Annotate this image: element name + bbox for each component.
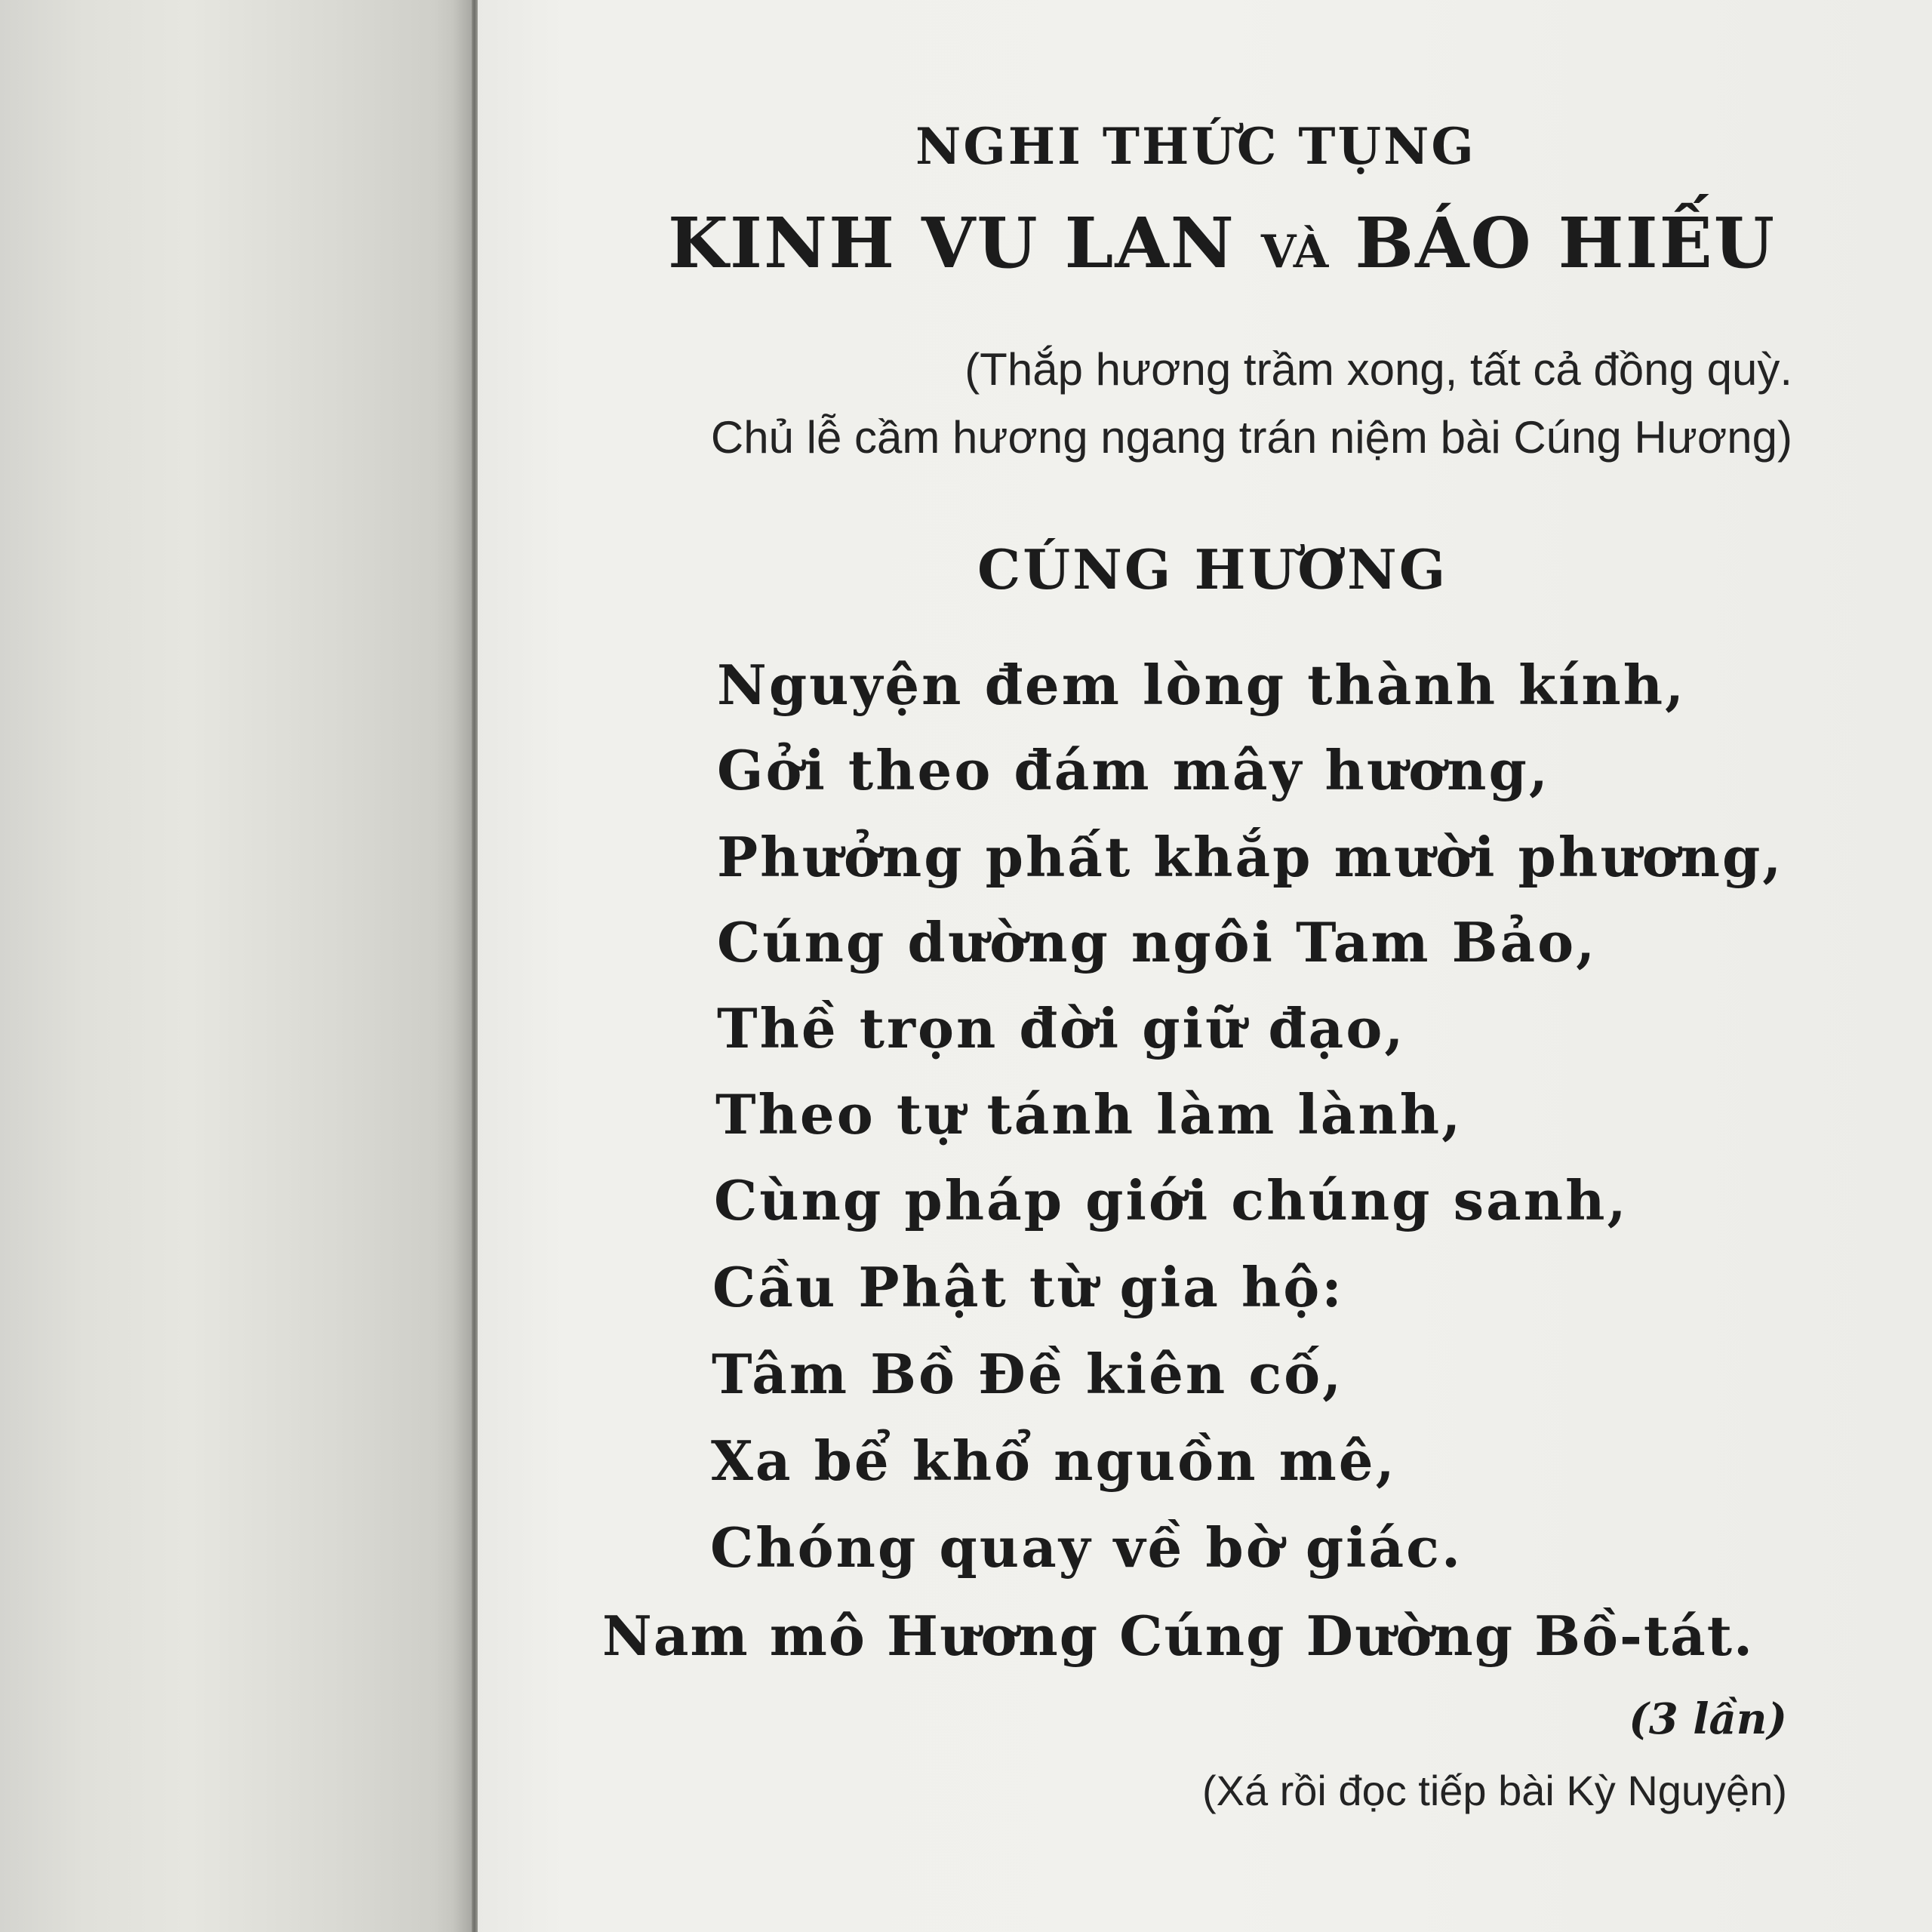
verse-line: Tâm Bồ Đề kiên cố,	[712, 1342, 1344, 1406]
closing-invocation: Nam mô Hương Cúng Dường Bồ-tát.	[602, 1604, 1755, 1668]
instruction-line-1: (Thắp hương trầm xong, tất cả đồng quỳ.	[964, 344, 1792, 395]
left-page	[0, 0, 472, 1932]
verse-line: Gởi theo đám mây hương,	[717, 738, 1550, 802]
title-line-2-part-1: KINH VU LAN	[668, 202, 1261, 284]
title-line-2-part-3: BÁO HIẾU	[1329, 202, 1776, 284]
verse-line: Cùng pháp giới chúng sanh,	[714, 1168, 1629, 1232]
book-gutter	[472, 0, 478, 1932]
title-line-2-conjunction: VÀ	[1260, 226, 1330, 278]
title-line-1: NGHI THỨC TỤNG	[915, 117, 1476, 176]
verse-line: Phưởng phất khắp mười phương,	[717, 825, 1784, 889]
verse-line: Theo tự tánh làm lành,	[715, 1082, 1463, 1146]
final-instruction: (Xá rồi đọc tiếp bài Kỳ Nguyện)	[1201, 1767, 1787, 1814]
verse-line: Xa bể khổ nguồn mê,	[711, 1429, 1397, 1493]
verse-line: Thề trọn đời giữ đạo,	[717, 996, 1406, 1060]
verse-line: Cúng dường ngôi Tam Bảo,	[717, 910, 1598, 974]
repeat-note: (3 lần)	[1629, 1694, 1787, 1744]
instruction-line-2: Chủ lễ cầm hương ngang trán niệm bài Cúng Hương)	[710, 412, 1792, 463]
title-line-2	[668, 202, 1776, 284]
verse-line: Nguyện đem lòng thành kính,	[717, 653, 1687, 717]
verse-line: Chóng quay về bờ giác.	[710, 1515, 1463, 1580]
section-heading: CÚNG HƯƠNG	[977, 537, 1448, 601]
verse-line: Cầu Phật từ gia hộ:	[712, 1255, 1344, 1319]
